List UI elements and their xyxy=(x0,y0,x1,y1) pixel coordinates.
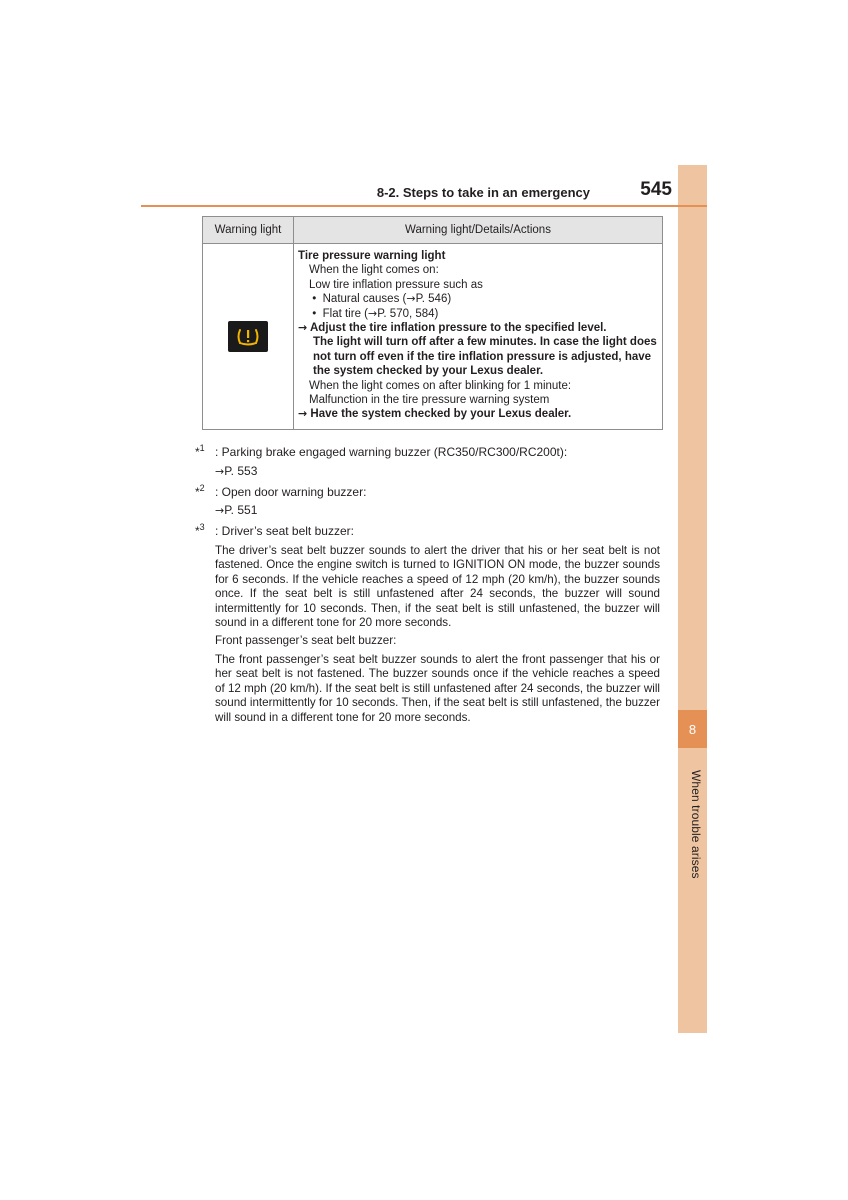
cause-text: Low tire inflation pressure such as xyxy=(309,278,483,291)
table-row xyxy=(203,244,663,430)
warning-details-cell xyxy=(294,244,663,430)
arrow-icon: → xyxy=(215,465,225,478)
chapter-number: 8 xyxy=(678,710,707,748)
footnote-1-reference xyxy=(215,464,257,478)
arrow-icon: → xyxy=(368,306,378,320)
footnote-1: *$^1$ : Parking brake engaged warning buzzer (RC350/RC300/RC200t): xyxy=(195,443,568,459)
page-reference-link[interactable]: P. 570, 584) xyxy=(377,307,439,320)
chapter-side-tab xyxy=(678,165,707,1033)
warning-light-table xyxy=(202,216,663,430)
page-number: 545 xyxy=(640,179,672,200)
footnote-2-reference xyxy=(215,503,257,517)
front-passenger-subheading: Front passenger’s seat belt buzzer: xyxy=(215,634,397,647)
page-reference-link[interactable]: P. 546) xyxy=(415,293,452,306)
arrow-icon: → xyxy=(215,504,225,517)
column-header-warning-light: Warning light xyxy=(203,217,294,244)
condition-text: When the light comes on after blinking for 1 minute: xyxy=(309,379,572,392)
cause-text: Malfunction in the tire pressure warning system xyxy=(309,394,550,407)
bullet-item: • Natural causes (→P. 546) xyxy=(309,292,452,306)
chapter-title: When trouble arises xyxy=(689,770,703,879)
column-header-details: Warning light/Details/Actions xyxy=(294,217,663,244)
action-text: → Have the system checked by your Lexus dealer. xyxy=(298,407,572,421)
header-divider xyxy=(141,205,707,207)
page-reference-link[interactable]: P. 553 xyxy=(224,464,258,478)
arrow-icon: → xyxy=(298,321,308,335)
action-text: → Adjust the tire inflation pressure to the specified level. xyxy=(298,321,607,335)
bullet-item: • Flat tire (→P. 570, 584) xyxy=(309,306,439,320)
arrow-icon: → xyxy=(406,292,416,306)
warning-light-cell xyxy=(203,244,294,430)
footnote-2: *$^2$ : Open door warning buzzer: xyxy=(195,483,367,499)
condition-text: When the light comes on: xyxy=(309,264,439,277)
page-reference-link[interactable]: P. 551 xyxy=(224,503,258,517)
section-title: 8-2. Steps to take in an emergency xyxy=(376,185,590,200)
tire-pressure-warning-icon xyxy=(228,321,268,352)
action-continuation: The light will turn off after a few minutes. In case the light does not turn off even if the tire inflation pressure is adjusted, have the system checked by your Lexus dealer. xyxy=(313,336,657,378)
driver-seat-belt-paragraph: The driver’s seat belt buzzer sounds to alert the driver that his or her seat belt is not fastened. Once the engine switch is turned to IGNITION ON mode, the buzzer sounds for 6 seconds. If the vehicle reaches a speed of 12 mph (20 km/h), the buzzer sounds once. If the seat belt is still unfastened after 24 seconds, the buzzer will sound intermittently for 10 seconds. Then, if the seat belt is still unfastened, the buzzer will sound in a different tone for 20 more seconds. xyxy=(215,544,660,630)
footnote-3: *$^3$ : Driver’s seat belt buzzer: xyxy=(195,522,354,538)
arrow-icon: → xyxy=(298,407,308,421)
front-passenger-seat-belt-paragraph: The front passenger’s seat belt buzzer sounds to alert the front passenger that his or her seat belt is not fastened. The buzzer sounds once if the vehicle reaches a speed of 12 mph (20 km/h). If the seat belt is still unfastened after 24 seconds, the buzzer will sound intermittently for 10 seconds. Then, if the seat belt is still unfastened, the buzzer will sound in a different tone for 20 more seconds. xyxy=(215,653,660,724)
warning-title: Tire pressure warning light xyxy=(298,250,446,262)
